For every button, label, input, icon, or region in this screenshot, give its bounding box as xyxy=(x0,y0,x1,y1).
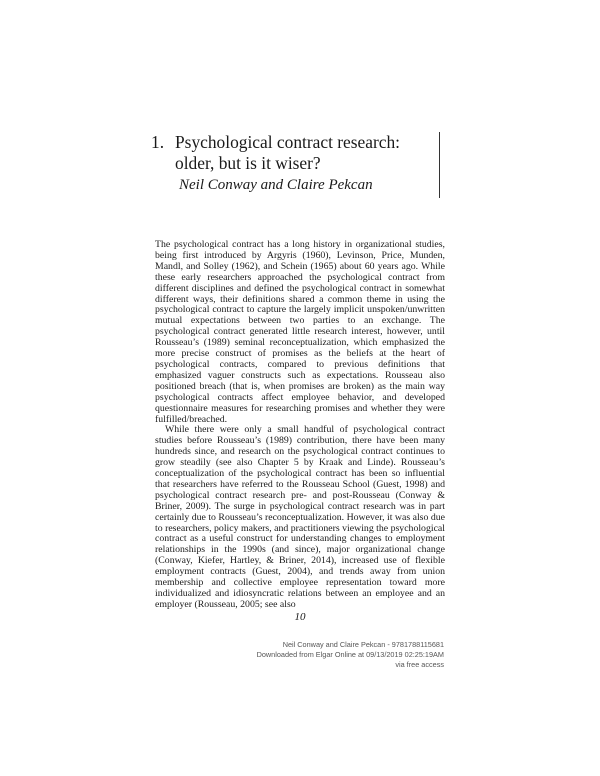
body-text xyxy=(155,240,445,611)
chapter-title xyxy=(147,132,437,174)
chapter-number: 1. xyxy=(151,132,165,152)
chapter-heading xyxy=(147,132,440,198)
paragraph-1: The psychological contract has a long history in organizational studies, being first introduced by Argyris (1960), Levinson, Price, Munden, Mandl, and Solley (1962), and Schein (1965) about 60 years ago. While these early researchers approached the psychological contract from different disciplines and defined the psychological contract in somewhat different ways, their definitions shared a common theme in using the psychological contract to capture the largely implicit unspoken/unwritten mutual expectations between two parties to an exchange. The psychological contract generated little research interest, however, until Rousseau’s (1989) seminal reconceptualization, which emphasized the more precise construct of promises as the beliefs at the heart of psychological contracts, compared to previous definitions that emphasized vaguer constructs such as expectations. Rousseau also positioned breach (that is, when promises are broken) as the main way psychological contracts affect employee behavior, and developed questionnaire measures for researching promises and whether they were fulfilled/breached. xyxy=(155,239,445,425)
chapter-title-text: Psychological contract research: older, but is it wiser? xyxy=(175,132,401,173)
footer-line-access: via free access xyxy=(395,659,444,669)
page-number: 10 xyxy=(294,611,306,623)
chapter-authors: Neil Conway and Claire Pekcan xyxy=(179,177,373,193)
download-footer xyxy=(184,640,444,669)
paragraph-2: While there were only a small handful of psychological contract studies before Rousseau’s (1989) contribution, there have been many hundreds since, and research on the psychological contract continues to grow steadily (see also Chapter 5 by Kraak and Linde). Rousseau’s conceptualization of the psychological contract has been so influential that researchers have referred to the Rousseau School (Guest, 1998) and psychological contract research pre- and post-Rousseau (Conway & Briner, 2009). The surge in psychological contract research was in part certainly due to Rousseau’s reconceptualization. However, it was also due to researchers, policy makers, and practitioners viewing the psychological contract as a useful construct for understanding changes to employment relationships in the 1990s (and since), major organizational change (Conway, Kiefer, Hartley, & Briner, 2014), increased use of flexible employment contracts (Guest, 2004), and trends away from union membership and collective employee representation toward more individualized and idiosyncratic relations between an employee and an employer (Rousseau, 2005; see also xyxy=(155,424,445,610)
footer-line-download: Downloaded from Elgar Online at 09/13/2019 02:25:19AM xyxy=(256,649,444,659)
footer-line-citation: Neil Conway and Claire Pekcan - 9781788115681 xyxy=(282,640,444,649)
